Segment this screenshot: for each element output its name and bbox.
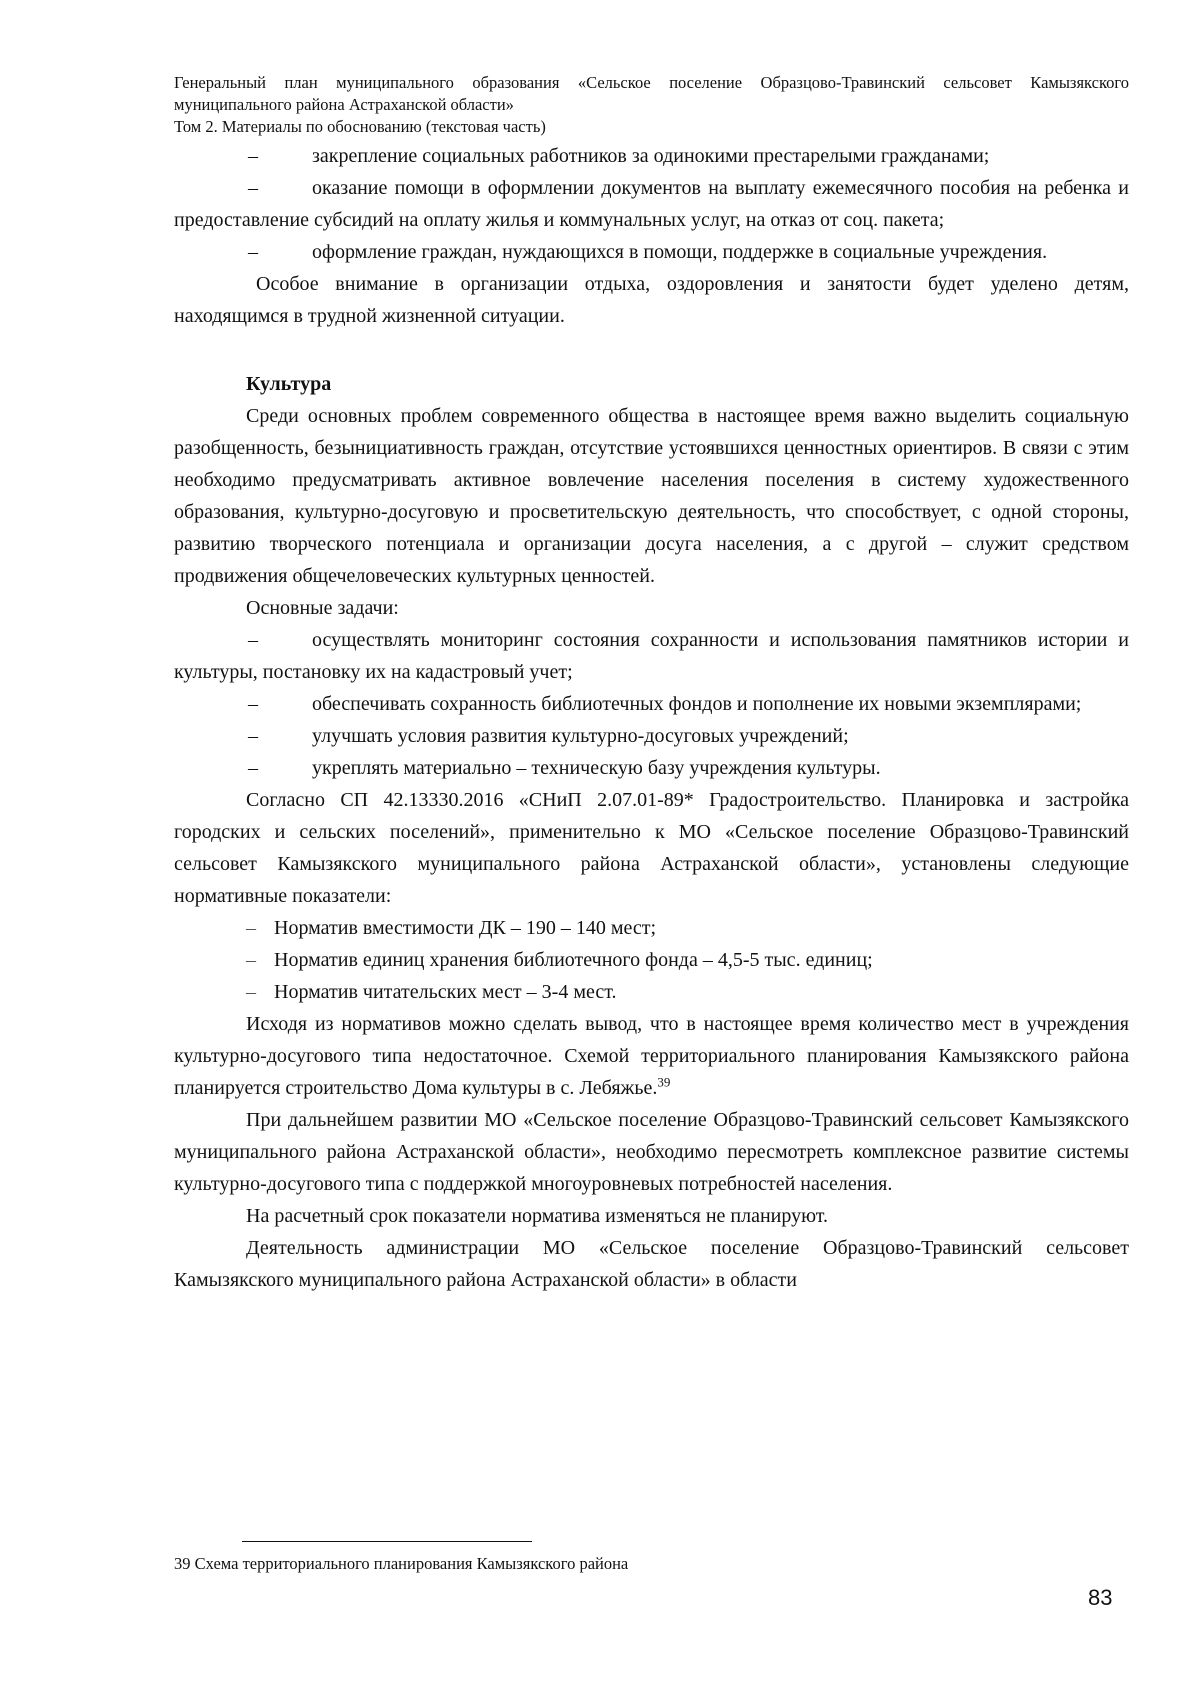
dash-marker: –	[248, 725, 258, 747]
list-item	[174, 172, 1129, 236]
section-heading: Культура	[246, 373, 332, 395]
dash-marker: –	[246, 981, 256, 1003]
paragraph: При дальнейшем развитии МО «Сельское поселение Образцово-Травинский сельсовет Камызякского муниципального района Астраханской области», необходимо пересмотреть комплексное развитие системы культурно-досугового типа с поддержкой многоуровневых потребностей населения.	[174, 1109, 1129, 1195]
dash-marker: –	[246, 949, 256, 971]
list-item-text: улучшать условия развития культурно-досуговых учреждений;	[312, 725, 849, 747]
list-item-text: оказание помощи в оформлении документов на выплату ежемесячного пособия на ребенка и предоставление субсидий на оплату жилья и коммунальных услуг, на отказ от соц. пакета;	[174, 177, 1129, 231]
header-volume: Том 2. Материалы по обоснованию (текстовая часть)	[174, 117, 546, 136]
paragraph: Деятельность администрации МО «Сельское поселение Образцово-Травинский сельсовет Камызякского муниципального района Астраханской области» в области	[174, 1237, 1129, 1291]
list-item-text: оформление граждан, нуждающихся в помощи, поддержке в социальные учреждения.	[312, 241, 1048, 263]
dash-marker: –	[248, 757, 258, 779]
paragraph-text: Исходя из нормативов можно сделать вывод, что в настоящее время количество мест в учреждения культурно-досугового типа недостаточное. Схемой территориального планирования Камызякского района планируется строительство Дома культуры в с. Лебяжье.	[174, 1013, 1129, 1099]
list-item	[174, 236, 1129, 268]
list-item	[174, 624, 1129, 688]
body-text	[174, 140, 1129, 1296]
list-item	[174, 720, 1129, 752]
norm-item	[174, 944, 1129, 976]
dash-marker: –	[248, 241, 258, 263]
list-item-text: укреплять материально – техническую базу учреждения культуры.	[312, 757, 881, 779]
list-item	[174, 752, 1129, 784]
header-title: Генеральный план муниципального образования «Сельское поселение Образцово-Травинский сельсовет Камызякского муниципального района Астраханской области»	[174, 73, 1129, 114]
running-header	[174, 72, 1129, 138]
dash-marker: –	[248, 177, 258, 199]
dash-marker: –	[248, 629, 258, 651]
list-item-text: обеспечивать сохранность библиотечных фондов и пополнение их новыми экземплярами;	[312, 693, 1082, 715]
tasks-title: Основные задачи:	[246, 597, 399, 619]
list-item-text: осуществлять мониторинг состояния сохранности и использования памятников истории и культуры, постановку их на кадастровый учет;	[174, 629, 1129, 683]
list-item	[174, 688, 1129, 720]
list-item-text: закрепление социальных работников за одинокими престарелыми гражданами;	[312, 145, 990, 167]
paragraph: Согласно СП 42.13330.2016 «СНиП 2.07.01-89* Градостроительство. Планировка и застройка городских и сельских поселений», применительно к МО «Сельское поселение Образцово-Травинский сельсовет Камызякского муниципального района Астраханской области», установлены следующие нормативные показатели:	[174, 789, 1129, 907]
page-number: 83	[1088, 1585, 1113, 1610]
paragraph: Среди основных проблем современного общества в настоящее время важно выделить социальную разобщенность, безынициативность граждан, отсутствие устоявшихся ценностных ориентиров. В связи с этим необходимо предусматривать активное вовлечение населения поселения в систему художественного образования, культурно-досуговую и просветительскую деятельность, что способствует, с одной стороны, развитию творческого потенциала и организации досуга населения, а с другой – служит средством продвижения общечеловеческих культурных ценностей.	[174, 405, 1129, 587]
dash-marker: –	[248, 145, 258, 167]
footnote: 39 Схема территориального планирования Камызякского района	[174, 1554, 629, 1573]
list-item	[174, 140, 1129, 172]
paragraph: На расчетный срок показатели норматива изменяться не планируют.	[246, 1205, 829, 1227]
dash-marker: –	[248, 693, 258, 715]
norm-text: Норматив читательских мест – 3-4 мест.	[274, 981, 617, 1003]
footnote-divider	[242, 1541, 532, 1542]
intro-paragraph: Особое внимание в организации отдыха, оздоровления и занятости будет уделено детям, находящимся в трудной жизненной ситуации.	[174, 273, 1129, 327]
paragraph	[174, 1008, 1129, 1104]
norm-text: Норматив вместимости ДК – 190 – 140 мест;	[274, 917, 657, 939]
norm-text: Норматив единиц хранения библиотечного фонда – 4,5-5 тыс. единиц;	[274, 949, 873, 971]
norm-item	[174, 976, 1129, 1008]
dash-marker: –	[246, 917, 256, 939]
footnote-reference[interactable]: 39	[657, 1074, 671, 1090]
norm-item	[174, 912, 1129, 944]
